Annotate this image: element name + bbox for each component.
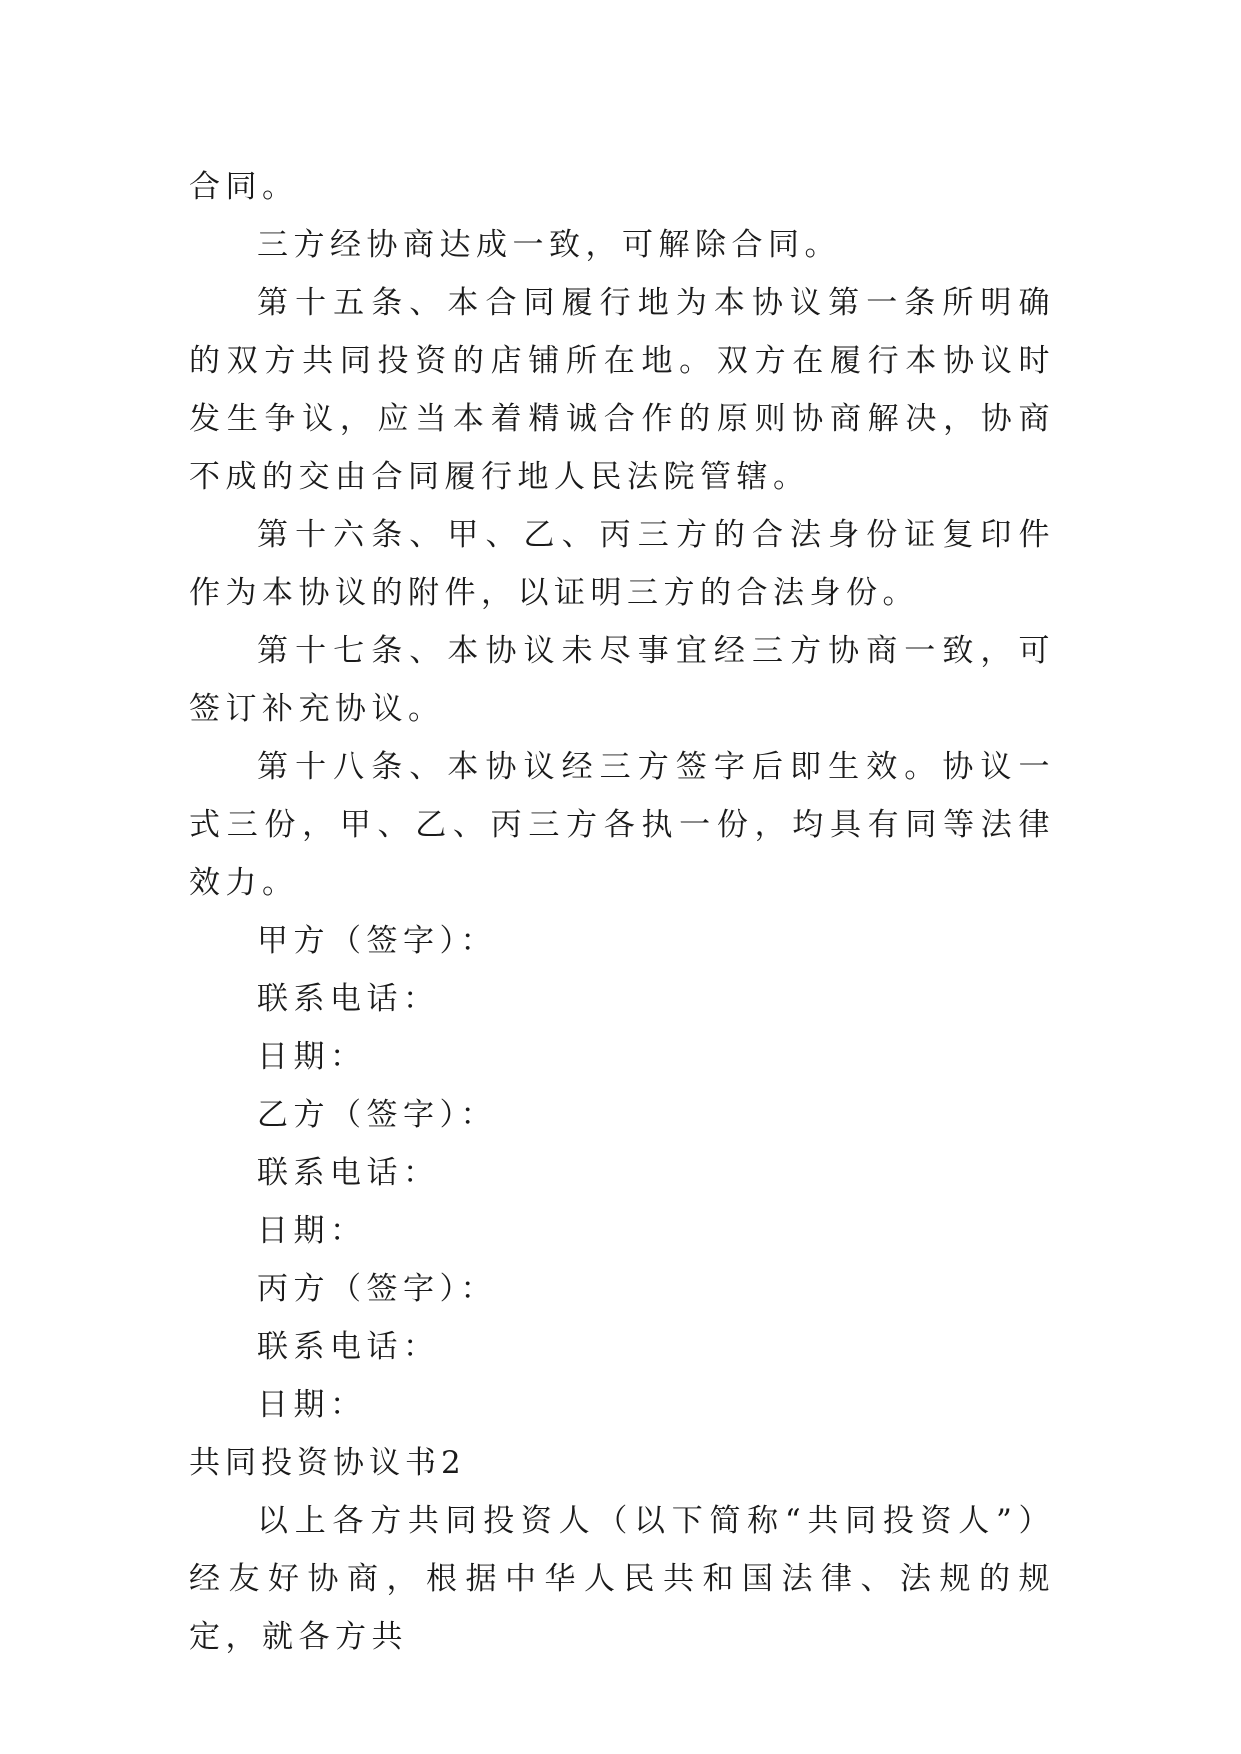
party-c-signature: 丙方（签字）： — [257, 1271, 497, 1307]
article-17: 第十七条、本协议未尽事宜经三方协商一致，可签订补充协议。 — [189, 633, 1055, 727]
article-18: 第十八条、本协议经三方签字后即生效。协议一式三份，甲、乙、丙三方各执一份，均具有同等法律效力。 — [189, 749, 1055, 901]
party-b-signature: 乙方（签字）： — [257, 1097, 497, 1133]
party-b-date: 日期： — [257, 1213, 367, 1249]
intro-paragraph: 以上各方共同投资人（以下简称“共同投资人”）经友好协商，根据中华人民共和国法律、法规的规定，就各方共 — [189, 1503, 1055, 1655]
party-c-date: 日期： — [257, 1387, 367, 1423]
section-title: 共同投资协议书2 — [189, 1445, 466, 1481]
party-a-date: 日期： — [257, 1039, 367, 1075]
party-a-signature: 甲方（签字）： — [257, 923, 497, 959]
paragraph-contract-end: 合同。 — [189, 169, 299, 205]
party-a-phone: 联系电话： — [257, 981, 440, 1017]
article-15: 第十五条、本合同履行地为本协议第一条所明确的双方共同投资的店铺所在地。双方在履行本协议时发生争议，应当本着精诚合作的原则协商解决，协商不成的交由合同履行地人民法院管辖。 — [189, 285, 1055, 495]
paragraph-termination: 三方经协商达成一致，可解除合同。 — [257, 227, 841, 263]
party-b-phone: 联系电话： — [257, 1155, 440, 1191]
party-c-phone: 联系电话： — [257, 1329, 440, 1365]
article-16: 第十六条、甲、乙、丙三方的合法身份证复印件作为本协议的附件，以证明三方的合法身份。 — [189, 517, 1055, 611]
document-body — [189, 158, 1055, 1666]
